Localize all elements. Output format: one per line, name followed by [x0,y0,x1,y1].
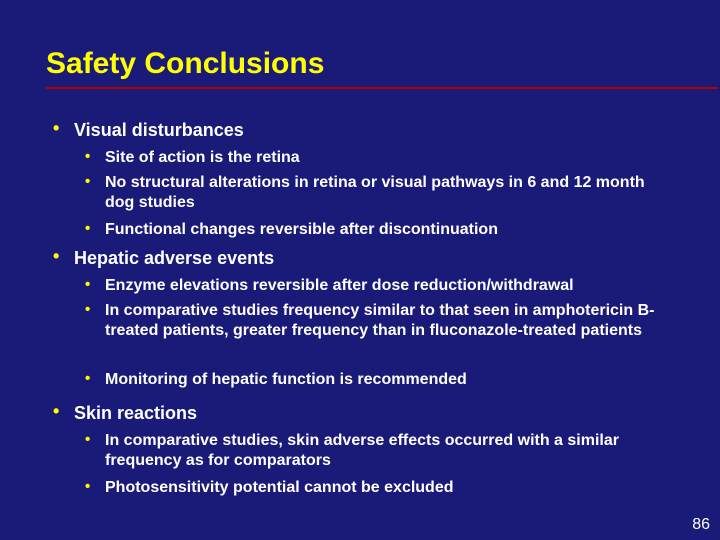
section-heading [53,118,244,141]
section-heading-text: Skin reactions [74,403,198,423]
section-heading [53,246,275,269]
list-item-text: Functional changes reversible after discontinuation [105,221,498,238]
title-divider [46,87,718,89]
bullet-icon: • [53,246,60,266]
bullet-icon: • [85,478,91,495]
slide-title: Safety Conclusions [46,47,325,80]
page-number: 86 [692,516,710,533]
list-item [85,478,665,498]
list-item [85,173,665,213]
bullet-icon: • [53,401,60,421]
bullet-icon: • [85,220,91,237]
bullet-icon: • [85,431,91,448]
bullet-icon: • [85,276,91,293]
bullet-icon: • [53,118,60,138]
list-item-text: Monitoring of hepatic function is recommended [105,371,467,388]
list-item-text: Site of action is the retina [105,149,300,166]
list-item-text: In comparative studies frequency similar to that seen in amphotericin B-treated patients, greater frequency than in fluconazole-treated patients [105,302,655,339]
bullet-icon: • [85,370,91,387]
list-item [85,148,665,168]
list-item [85,370,665,390]
bullet-icon: • [85,301,91,318]
list-item-text: In comparative studies, skin adverse effects occurred with a similar frequency as for comparators [105,432,619,469]
list-item-text: Photosensitivity potential cannot be excluded [105,479,454,496]
section-heading-text: Hepatic adverse events [74,248,275,268]
section-heading-text: Visual disturbances [74,120,244,140]
list-item-text: No structural alterations in retina or visual pathways in 6 and 12 month dog studies [105,174,645,211]
list-item [85,431,665,471]
list-item [85,276,665,296]
bullet-icon: • [85,148,91,165]
list-item [85,301,665,341]
list-item-text: Enzyme elevations reversible after dose reduction/withdrawal [105,277,574,294]
bullet-icon: • [85,173,91,190]
list-item [85,220,665,240]
section-heading [53,401,198,424]
